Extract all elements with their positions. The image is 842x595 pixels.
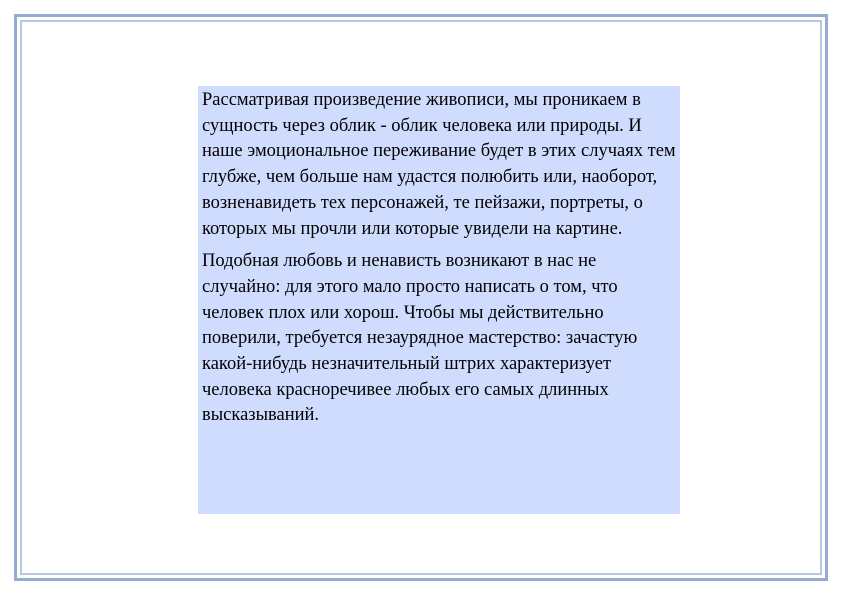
text-box xyxy=(198,86,680,514)
paragraph-2: Подобная любовь и ненависть возникают в нас не случайно: для этого мало просто написать о том, что человек плох или хорош. Чтобы мы действительно поверили, требуется незаурядное мастерство: зачастую какой-нибудь незначительный штрих характеризует человека красноречивее любых его самых длинных высказываний. xyxy=(202,251,638,426)
paragraph-1: Рассматривая произведение живописи, мы проникаем в сущность через облик - облик человека или природы. И наше эмоциональное переживание будет в этих случаях тем глубже, чем больше нам удастся полюбить или, наоборот, возненавидеть тех персонажей, те пейзажи, портреты, о которых мы прочли или которые увидели на картине. xyxy=(202,90,676,239)
